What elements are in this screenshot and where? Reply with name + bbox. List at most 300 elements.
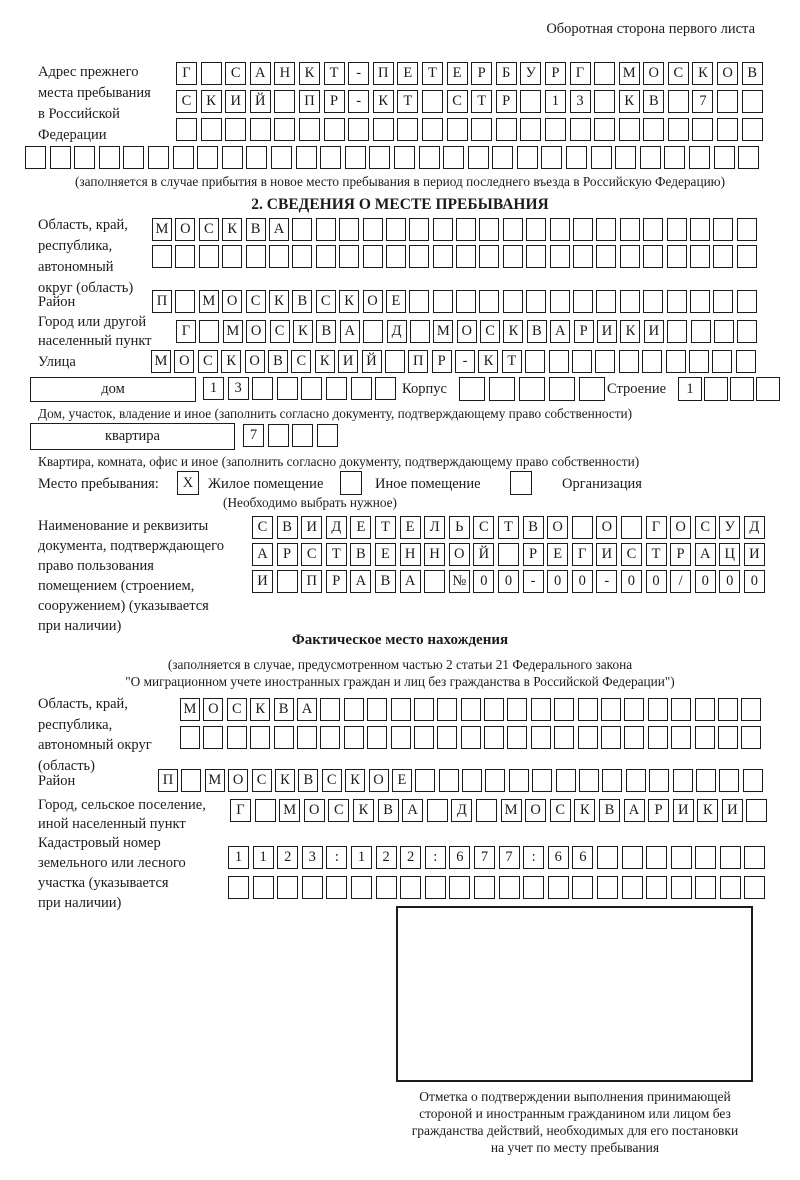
char-cell[interactable]: Д (451, 799, 472, 822)
char-cell[interactable]: О (174, 350, 194, 373)
char-cell[interactable] (742, 118, 763, 141)
char-cell[interactable]: И (722, 799, 743, 822)
char-cell[interactable] (620, 245, 640, 268)
char-cell[interactable]: С (473, 516, 494, 539)
char-cell[interactable] (419, 146, 440, 169)
char-cell[interactable] (476, 799, 497, 822)
char-cell[interactable]: К (692, 62, 713, 85)
dom-cells[interactable] (203, 377, 396, 400)
char-cell[interactable]: Т (397, 90, 418, 113)
char-cell[interactable]: Р (545, 62, 566, 85)
char-cell[interactable] (250, 726, 270, 749)
char-cell[interactable] (667, 218, 687, 241)
char-cell[interactable] (227, 726, 247, 749)
char-cell[interactable]: Т (471, 90, 492, 113)
char-cell[interactable] (391, 726, 411, 749)
char-cell[interactable] (222, 146, 243, 169)
char-cell[interactable]: А (269, 218, 289, 241)
char-cell[interactable] (713, 218, 733, 241)
char-cell[interactable] (339, 245, 359, 268)
char-cell[interactable]: Г (570, 62, 591, 85)
char-cell[interactable] (695, 876, 716, 899)
char-cell[interactable] (718, 698, 738, 721)
gorod-row[interactable] (176, 320, 757, 343)
char-cell[interactable] (695, 698, 715, 721)
char-cell[interactable] (602, 769, 622, 792)
char-cell[interactable]: О (175, 218, 195, 241)
char-cell[interactable] (394, 146, 415, 169)
char-cell[interactable] (741, 726, 761, 749)
char-cell[interactable]: 0 (695, 570, 716, 593)
char-cell[interactable] (376, 876, 397, 899)
char-cell[interactable]: - (348, 62, 369, 85)
char-cell[interactable]: 0 (572, 570, 593, 593)
char-cell[interactable]: О (222, 290, 242, 313)
char-cell[interactable] (714, 146, 735, 169)
char-cell[interactable] (720, 846, 741, 869)
char-cell[interactable] (689, 146, 710, 169)
char-cell[interactable] (410, 320, 430, 343)
char-cell[interactable]: Д (387, 320, 407, 343)
char-cell[interactable] (499, 876, 520, 899)
char-cell[interactable] (422, 118, 443, 141)
char-cell[interactable]: Й (250, 90, 271, 113)
char-cell[interactable] (277, 876, 298, 899)
char-cell[interactable] (461, 698, 481, 721)
char-cell[interactable] (690, 290, 710, 313)
char-cell[interactable]: И (597, 320, 617, 343)
char-cell[interactable]: К (299, 62, 320, 85)
char-cell[interactable] (367, 726, 387, 749)
char-cell[interactable] (556, 769, 576, 792)
char-cell[interactable]: 1 (678, 377, 702, 401)
char-cell[interactable] (199, 320, 219, 343)
char-cell[interactable] (671, 726, 691, 749)
char-cell[interactable] (737, 290, 757, 313)
char-cell[interactable]: Г (176, 320, 196, 343)
korpus-cells[interactable] (459, 377, 605, 401)
char-cell[interactable] (667, 320, 687, 343)
char-cell[interactable]: К (339, 290, 359, 313)
char-cell[interactable] (531, 698, 551, 721)
char-cell[interactable] (548, 876, 569, 899)
char-cell[interactable]: Е (447, 62, 468, 85)
char-cell[interactable]: И (338, 350, 358, 373)
char-cell[interactable] (646, 876, 667, 899)
char-cell[interactable] (695, 846, 716, 869)
char-cell[interactable]: 7 (474, 846, 495, 869)
char-cell[interactable] (619, 350, 639, 373)
char-cell[interactable]: В (375, 570, 396, 593)
char-cell[interactable] (123, 146, 144, 169)
char-cell[interactable]: Р (670, 543, 691, 566)
char-cell[interactable]: С (668, 62, 689, 85)
char-cell[interactable] (344, 726, 364, 749)
char-cell[interactable] (415, 769, 435, 792)
char-cell[interactable] (433, 245, 453, 268)
char-cell[interactable]: О (363, 290, 383, 313)
char-cell[interactable]: М (180, 698, 200, 721)
char-cell[interactable]: Г (230, 799, 251, 822)
char-cell[interactable]: П (373, 62, 394, 85)
char-cell[interactable]: 7 (243, 424, 264, 447)
char-cell[interactable] (274, 726, 294, 749)
char-cell[interactable]: П (299, 90, 320, 113)
char-cell[interactable]: С (270, 320, 290, 343)
char-cell[interactable] (443, 146, 464, 169)
char-cell[interactable]: О (643, 62, 664, 85)
char-cell[interactable] (744, 846, 765, 869)
char-cell[interactable]: 2 (277, 846, 298, 869)
char-cell[interactable] (175, 245, 195, 268)
char-cell[interactable] (640, 146, 661, 169)
char-cell[interactable]: О (245, 350, 265, 373)
char-cell[interactable]: А (340, 320, 360, 343)
char-cell[interactable] (595, 350, 615, 373)
char-cell[interactable]: К (275, 769, 295, 792)
char-cell[interactable] (447, 118, 468, 141)
char-cell[interactable]: С (246, 290, 266, 313)
char-cell[interactable] (274, 118, 295, 141)
char-cell[interactable] (301, 377, 322, 400)
char-cell[interactable]: 1 (545, 90, 566, 113)
char-cell[interactable]: А (695, 543, 716, 566)
char-cell[interactable] (274, 90, 295, 113)
char-cell[interactable] (507, 726, 527, 749)
char-cell[interactable]: С (301, 543, 322, 566)
char-cell[interactable] (554, 726, 574, 749)
char-cell[interactable]: 6 (548, 846, 569, 869)
char-cell[interactable]: Е (350, 516, 371, 539)
char-cell[interactable]: К (222, 218, 242, 241)
char-cell[interactable]: С (316, 290, 336, 313)
char-cell[interactable] (525, 350, 545, 373)
char-cell[interactable] (719, 769, 739, 792)
char-cell[interactable] (620, 218, 640, 241)
char-cell[interactable]: М (152, 218, 172, 241)
char-cell[interactable]: : (326, 846, 347, 869)
char-cell[interactable]: Е (397, 62, 418, 85)
char-cell[interactable] (668, 118, 689, 141)
char-cell[interactable] (720, 876, 741, 899)
char-cell[interactable] (695, 726, 715, 749)
char-cell[interactable] (339, 218, 359, 241)
char-cell[interactable] (572, 516, 593, 539)
char-cell[interactable] (302, 876, 323, 899)
char-cell[interactable] (422, 90, 443, 113)
checkbox-organizatsiya[interactable] (510, 471, 532, 495)
char-cell[interactable] (594, 90, 615, 113)
char-cell[interactable]: 6 (572, 846, 593, 869)
char-cell[interactable]: С (252, 516, 273, 539)
char-cell[interactable]: К (293, 320, 313, 343)
char-cell[interactable]: А (252, 543, 273, 566)
char-cell[interactable]: К (574, 799, 595, 822)
char-cell[interactable]: В (292, 290, 312, 313)
char-cell[interactable] (456, 245, 476, 268)
char-cell[interactable]: О (717, 62, 738, 85)
char-cell[interactable] (252, 377, 273, 400)
char-cell[interactable]: Р (648, 799, 669, 822)
char-cell[interactable]: М (433, 320, 453, 343)
char-cell[interactable]: С (328, 799, 349, 822)
oblast-row-2[interactable] (152, 245, 757, 268)
char-cell[interactable] (737, 320, 757, 343)
char-cell[interactable] (643, 218, 663, 241)
char-cell[interactable] (594, 62, 615, 85)
char-cell[interactable]: С (227, 698, 247, 721)
char-cell[interactable] (737, 218, 757, 241)
char-cell[interactable] (292, 245, 312, 268)
char-cell[interactable] (351, 377, 372, 400)
char-cell[interactable]: А (624, 799, 645, 822)
char-cell[interactable] (397, 118, 418, 141)
char-cell[interactable] (277, 377, 298, 400)
char-cell[interactable]: Т (498, 516, 519, 539)
char-cell[interactable] (471, 118, 492, 141)
char-cell[interactable] (671, 698, 691, 721)
raion2-row[interactable] (158, 769, 763, 792)
char-cell[interactable]: Т (375, 516, 396, 539)
char-cell[interactable] (615, 146, 636, 169)
char-cell[interactable] (449, 876, 470, 899)
char-cell[interactable] (554, 698, 574, 721)
char-cell[interactable] (484, 726, 504, 749)
char-cell[interactable]: О (449, 543, 470, 566)
char-cell[interactable]: О (203, 698, 223, 721)
char-cell[interactable]: И (744, 543, 765, 566)
char-cell[interactable] (689, 350, 709, 373)
char-cell[interactable]: У (520, 62, 541, 85)
char-cell[interactable]: К (250, 698, 270, 721)
char-cell[interactable]: М (199, 290, 219, 313)
char-cell[interactable]: С (322, 769, 342, 792)
char-cell[interactable] (666, 350, 686, 373)
char-cell[interactable]: 7 (499, 846, 520, 869)
char-cell[interactable] (391, 698, 411, 721)
char-cell[interactable] (222, 245, 242, 268)
char-cell[interactable] (713, 290, 733, 313)
char-cell[interactable] (246, 245, 266, 268)
char-cell[interactable] (509, 769, 529, 792)
char-cell[interactable] (271, 146, 292, 169)
char-cell[interactable]: С (447, 90, 468, 113)
char-cell[interactable]: К (619, 90, 640, 113)
char-cell[interactable] (348, 118, 369, 141)
char-cell[interactable]: 0 (621, 570, 642, 593)
char-cell[interactable] (673, 769, 693, 792)
char-cell[interactable] (744, 876, 765, 899)
char-cell[interactable]: А (402, 799, 423, 822)
char-cell[interactable] (363, 218, 383, 241)
kvartira-cells[interactable] (243, 424, 338, 447)
char-cell[interactable] (572, 876, 593, 899)
char-cell[interactable] (277, 570, 298, 593)
char-cell[interactable] (526, 218, 546, 241)
char-cell[interactable]: Ц (719, 543, 740, 566)
char-cell[interactable]: В (246, 218, 266, 241)
char-cell[interactable]: С (176, 90, 197, 113)
char-cell[interactable] (439, 769, 459, 792)
char-cell[interactable] (496, 118, 517, 141)
char-cell[interactable]: В (643, 90, 664, 113)
char-cell[interactable] (297, 726, 317, 749)
char-cell[interactable] (597, 876, 618, 899)
char-cell[interactable] (649, 769, 669, 792)
char-cell[interactable]: К (503, 320, 523, 343)
char-cell[interactable]: Т (324, 62, 345, 85)
char-cell[interactable] (601, 698, 621, 721)
char-cell[interactable] (468, 146, 489, 169)
char-cell[interactable]: С (198, 350, 218, 373)
prev-address-row-1[interactable] (176, 62, 763, 85)
char-cell[interactable] (299, 118, 320, 141)
char-cell[interactable] (316, 245, 336, 268)
char-cell[interactable] (714, 320, 734, 343)
char-cell[interactable]: Т (646, 543, 667, 566)
char-cell[interactable] (671, 846, 692, 869)
char-cell[interactable] (741, 698, 761, 721)
char-cell[interactable]: - (348, 90, 369, 113)
char-cell[interactable]: № (449, 570, 470, 593)
char-cell[interactable] (498, 543, 519, 566)
char-cell[interactable] (175, 290, 195, 313)
char-cell[interactable] (489, 377, 515, 401)
char-cell[interactable] (579, 377, 605, 401)
char-cell[interactable]: И (596, 543, 617, 566)
char-cell[interactable] (668, 90, 689, 113)
char-cell[interactable] (484, 698, 504, 721)
char-cell[interactable]: В (350, 543, 371, 566)
char-cell[interactable] (519, 377, 545, 401)
char-cell[interactable] (199, 245, 219, 268)
char-cell[interactable] (507, 698, 527, 721)
prev-address-row-4[interactable] (25, 146, 759, 169)
char-cell[interactable] (671, 876, 692, 899)
char-cell[interactable] (367, 698, 387, 721)
char-cell[interactable]: 0 (498, 570, 519, 593)
char-cell[interactable] (479, 218, 499, 241)
char-cell[interactable]: : (523, 846, 544, 869)
char-cell[interactable] (664, 146, 685, 169)
char-cell[interactable] (718, 726, 738, 749)
char-cell[interactable] (648, 698, 668, 721)
char-cell[interactable] (181, 769, 201, 792)
char-cell[interactable]: Б (496, 62, 517, 85)
char-cell[interactable] (386, 245, 406, 268)
char-cell[interactable] (474, 876, 495, 899)
char-cell[interactable]: И (644, 320, 664, 343)
char-cell[interactable]: П (152, 290, 172, 313)
char-cell[interactable]: К (315, 350, 335, 373)
char-cell[interactable] (269, 245, 289, 268)
char-cell[interactable]: С (225, 62, 246, 85)
char-cell[interactable] (176, 118, 197, 141)
char-cell[interactable]: Г (646, 516, 667, 539)
char-cell[interactable]: В (523, 516, 544, 539)
char-cell[interactable] (180, 726, 200, 749)
char-cell[interactable]: О (596, 516, 617, 539)
kadastr-row-1[interactable] (228, 846, 765, 869)
char-cell[interactable]: 0 (473, 570, 494, 593)
char-cell[interactable]: Й (362, 350, 382, 373)
char-cell[interactable] (316, 218, 336, 241)
char-cell[interactable]: О (228, 769, 248, 792)
char-cell[interactable] (573, 245, 593, 268)
char-cell[interactable]: Р (432, 350, 452, 373)
char-cell[interactable] (690, 218, 710, 241)
char-cell[interactable] (25, 146, 46, 169)
char-cell[interactable] (642, 350, 662, 373)
char-cell[interactable] (296, 146, 317, 169)
char-cell[interactable]: В (378, 799, 399, 822)
char-cell[interactable]: Й (473, 543, 494, 566)
char-cell[interactable] (550, 218, 570, 241)
char-cell[interactable] (203, 726, 223, 749)
char-cell[interactable] (344, 698, 364, 721)
char-cell[interactable] (570, 118, 591, 141)
char-cell[interactable] (738, 146, 759, 169)
char-cell[interactable]: В (527, 320, 547, 343)
char-cell[interactable] (485, 769, 505, 792)
char-cell[interactable] (573, 218, 593, 241)
char-cell[interactable] (596, 245, 616, 268)
char-cell[interactable]: М (619, 62, 640, 85)
char-cell[interactable]: С (252, 769, 272, 792)
char-cell[interactable] (550, 290, 570, 313)
char-cell[interactable] (326, 377, 347, 400)
char-cell[interactable]: Р (523, 543, 544, 566)
char-cell[interactable]: И (252, 570, 273, 593)
char-cell[interactable] (292, 424, 313, 447)
char-cell[interactable] (326, 876, 347, 899)
char-cell[interactable]: П (408, 350, 428, 373)
char-cell[interactable] (643, 290, 663, 313)
char-cell[interactable] (756, 377, 780, 401)
char-cell[interactable] (578, 726, 598, 749)
char-cell[interactable] (246, 146, 267, 169)
char-cell[interactable] (596, 290, 616, 313)
oblast2-row-1[interactable] (180, 698, 761, 721)
char-cell[interactable]: С (550, 799, 571, 822)
char-cell[interactable]: В (599, 799, 620, 822)
char-cell[interactable] (228, 876, 249, 899)
char-cell[interactable]: 0 (744, 570, 765, 593)
char-cell[interactable] (433, 290, 453, 313)
char-cell[interactable]: 3 (302, 846, 323, 869)
char-cell[interactable] (619, 118, 640, 141)
ulitsa-row[interactable] (151, 350, 756, 373)
char-cell[interactable] (201, 118, 222, 141)
char-cell[interactable]: 7 (692, 90, 713, 113)
char-cell[interactable] (250, 118, 271, 141)
char-cell[interactable] (386, 218, 406, 241)
char-cell[interactable] (713, 245, 733, 268)
char-cell[interactable] (492, 146, 513, 169)
char-cell[interactable] (549, 350, 569, 373)
char-cell[interactable] (596, 218, 616, 241)
char-cell[interactable] (626, 769, 646, 792)
char-cell[interactable]: О (304, 799, 325, 822)
char-cell[interactable] (691, 320, 711, 343)
prev-address-row-2[interactable] (176, 90, 763, 113)
char-cell[interactable]: Н (400, 543, 421, 566)
char-cell[interactable]: Е (392, 769, 412, 792)
char-cell[interactable] (696, 769, 716, 792)
char-cell[interactable] (292, 218, 312, 241)
char-cell[interactable] (717, 90, 738, 113)
char-cell[interactable] (409, 245, 429, 268)
